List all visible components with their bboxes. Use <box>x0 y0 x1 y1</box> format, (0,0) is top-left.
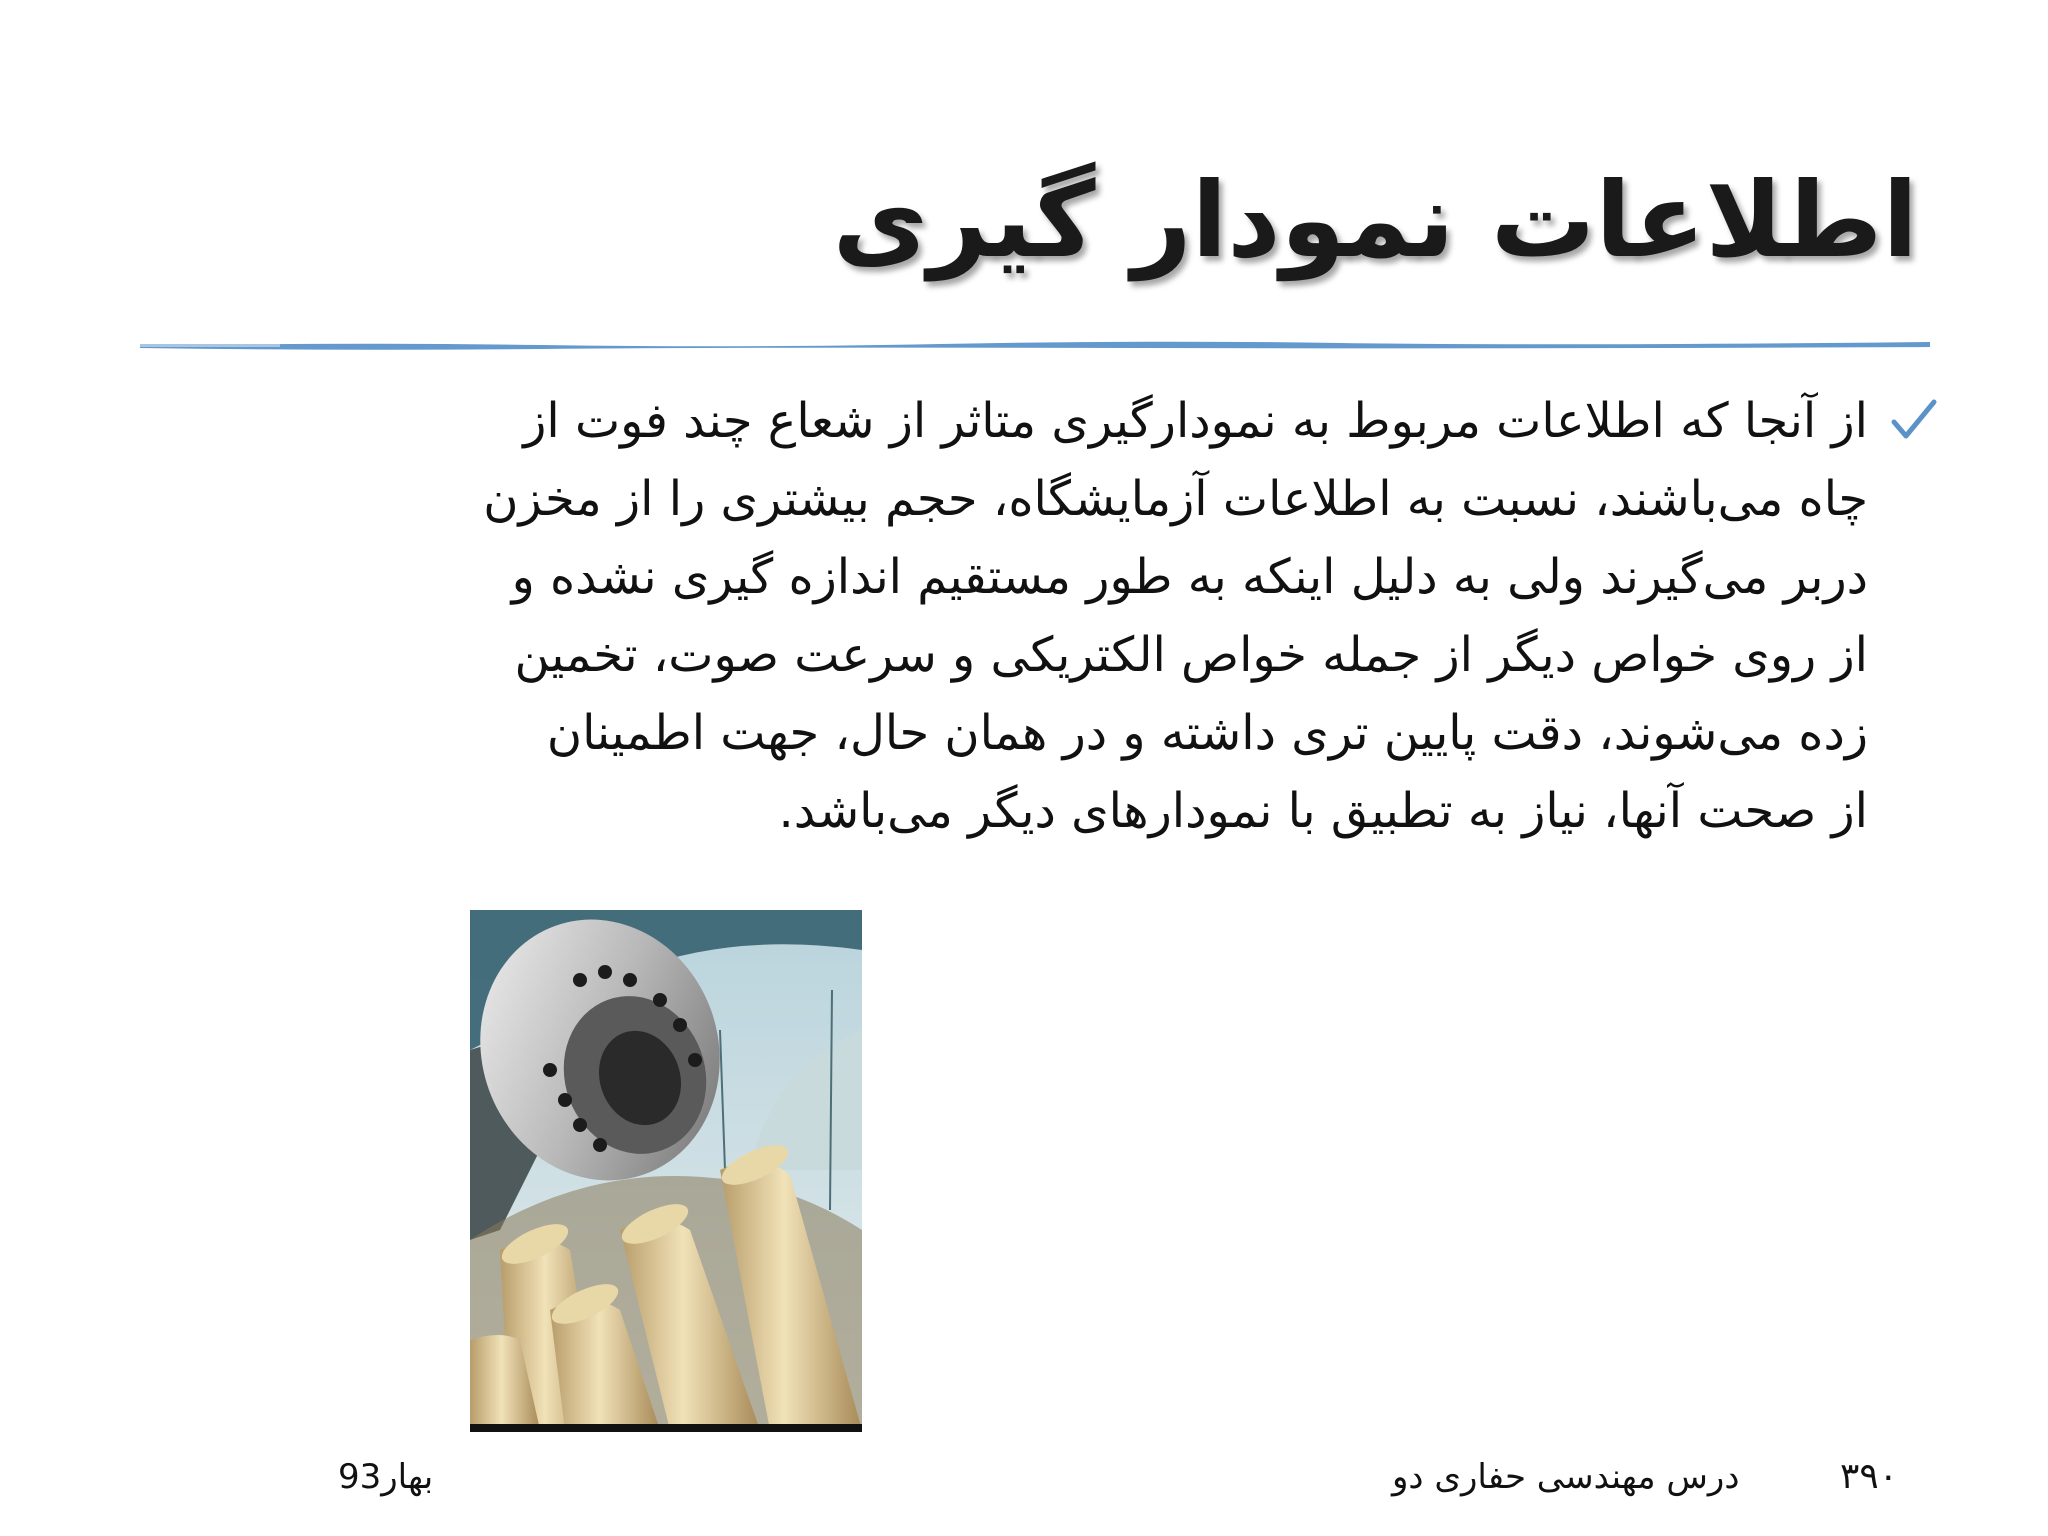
checkmark-icon <box>1890 396 1938 444</box>
title-divider <box>140 338 1930 350</box>
footer-course-name: درس مهندسی حفاری دو <box>1392 1457 1740 1497</box>
footer-page-number: ۳۹۰ <box>1840 1456 1899 1497</box>
bullet-paragraph <box>168 382 1868 850</box>
paragraph-line: از صحت آنها، نیاز به تطبیق با نمودارهای دیگر می‌باشد. <box>778 783 1868 839</box>
paragraph-line: چاه می‌باشند، نسبت به اطلاعات آزمایشگاه، حجم بیشتری را از مخزن <box>483 471 1868 527</box>
paragraph-line: دربر می‌گیرند ولی به دلیل اینکه به طور مستقیم اندازه گیری نشده و <box>511 549 1868 605</box>
photo-bottom-bar <box>470 1424 862 1432</box>
footer-season: بهار93 <box>338 1457 434 1497</box>
slide-title: اطلاعات نمودار گیری <box>832 159 1918 281</box>
drill-bit-core-photo <box>470 910 862 1430</box>
paragraph-line: از روی خواص دیگر از جمله خواص الکتریکی و سرعت صوت، تخمین <box>514 627 1868 683</box>
paragraph-line: از آنجا که اطلاعات مربوط به نمودارگیری متاثر از شعاع چند فوت از <box>523 393 1868 449</box>
paragraph-line: زده می‌شوند، دقت پایین تری داشته و در همان حال، جهت اطمینان <box>546 705 1868 761</box>
